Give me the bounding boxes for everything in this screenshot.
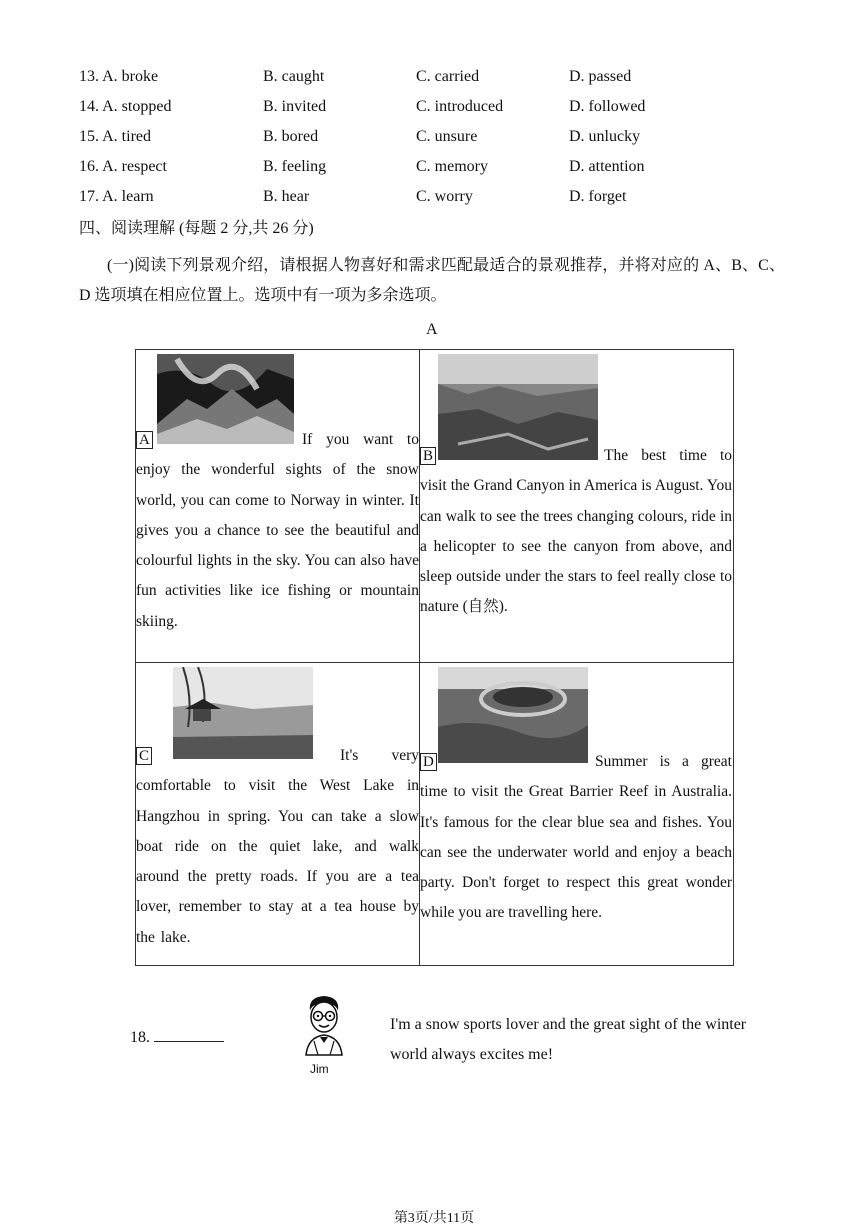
instruction-text: (一)阅读下列景观介绍，请根据人物喜好和需求匹配最适合的景观推荐，并将对应的 A、B、C、D 选项填在相应位置上。选项中有一项为多余选项。 bbox=[79, 257, 785, 304]
option-d: D. forget bbox=[569, 188, 627, 205]
question-18 bbox=[130, 1027, 224, 1047]
option-b: B. hear bbox=[263, 188, 310, 205]
cell-text: The best time to visit the Grand Canyon in America is August. You can walk to see the trees changing colours, ride in a helicopter to see the canyon from above, and sleep outside under the stars to feel really close to nature (自然). bbox=[420, 447, 732, 616]
option-a: 14. A. stopped bbox=[79, 98, 172, 115]
option-a: 17. A. learn bbox=[79, 188, 154, 205]
option-b: B. feeling bbox=[263, 158, 327, 175]
passage-label: A bbox=[426, 321, 438, 338]
cell-d bbox=[420, 663, 734, 966]
option-b: B. invited bbox=[263, 98, 327, 115]
option-a: 15. A. tired bbox=[79, 128, 151, 145]
cell-c bbox=[136, 663, 420, 966]
option-d: D. followed bbox=[569, 98, 646, 115]
jim-avatar-icon bbox=[300, 993, 348, 1057]
cell-a bbox=[136, 350, 420, 663]
attractions-table bbox=[135, 349, 734, 966]
option-letter-box: A bbox=[136, 431, 153, 449]
option-b: B. caught bbox=[263, 68, 325, 85]
option-letter-box: C bbox=[136, 747, 152, 765]
person-speech: I'm a snow sports lover and the great sight of the winter world always excites me! bbox=[390, 1016, 747, 1063]
option-letter-box: D bbox=[420, 753, 437, 771]
cell-text: It's very comfortable to visit the West Lake in Hangzhou in spring. You can take a slow boat ride on the quiet lake, and walk around the pretty roads. If you are a tea lover, remember to stay at a tea house by the lake. bbox=[136, 747, 419, 946]
option-c: C. worry bbox=[416, 188, 473, 205]
option-c: C. unsure bbox=[416, 128, 478, 145]
option-d: D. unlucky bbox=[569, 128, 641, 145]
answer-blank[interactable] bbox=[154, 1027, 224, 1042]
option-d: D. attention bbox=[569, 158, 645, 175]
option-a: 16. A. respect bbox=[79, 158, 167, 175]
option-c: C. introduced bbox=[416, 98, 504, 115]
person-name: Jim bbox=[310, 1062, 329, 1076]
section-title: 四、阅读理解 (每题 2 分,共 26 分) bbox=[79, 220, 314, 237]
option-letter-box: B bbox=[420, 447, 436, 465]
cell-b bbox=[420, 350, 734, 663]
page-footer: 第3页/共11页 bbox=[393, 1211, 475, 1226]
option-d: D. passed bbox=[569, 68, 632, 85]
cell-text: If you want to enjoy the wonderful sights of the snow world, you can come to Norway in winter. It gives you a chance to see the beautiful and colourful lights in the sky. You can also have fun activities like ice fishing or mountain skiing. bbox=[136, 431, 419, 630]
option-a: 13. A. broke bbox=[79, 68, 159, 85]
question-number: 18. bbox=[130, 1029, 150, 1046]
cell-text: Summer is a great time to visit the Great Barrier Reef in Australia. It's famous for the clear blue sea and fishes. You can see the underwater world and enjoy a beach party. Don't forget to respect this great wonder while you are travelling here. bbox=[420, 753, 732, 922]
option-b: B. bored bbox=[263, 128, 319, 145]
option-c: C. memory bbox=[416, 158, 488, 175]
option-c: C. carried bbox=[416, 68, 480, 85]
